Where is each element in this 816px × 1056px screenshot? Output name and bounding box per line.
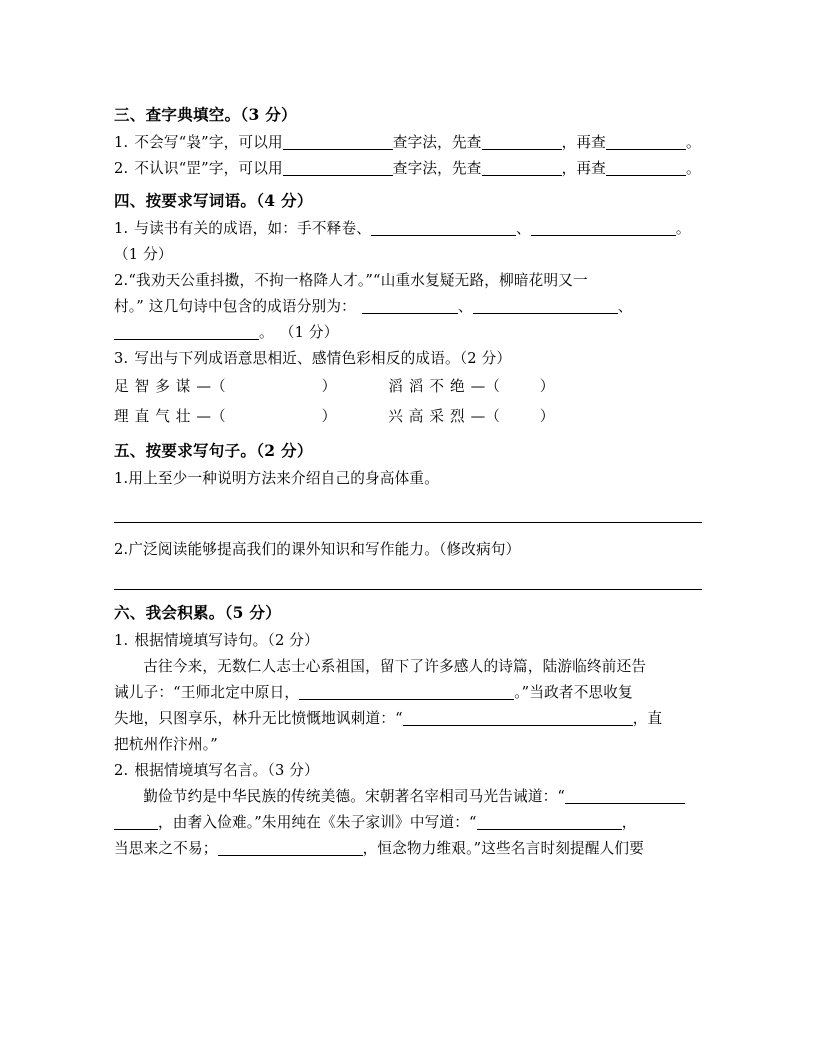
question-4-3-number: 3. — [114, 350, 129, 367]
answer-blank-3-1-c[interactable] — [606, 134, 686, 150]
question-4-1-points: （1 分） — [114, 246, 173, 263]
answer-blank-6-2-b[interactable] — [477, 814, 622, 830]
idiom-right-word-1: 滔滔不绝 — [388, 378, 471, 395]
answer-space-5-2[interactable] — [114, 563, 702, 589]
question-4-2-text-line3b: 。 — [259, 324, 274, 341]
question-5-1-text: 用上至少一种说明方法来介绍自己的身高体重。 — [128, 470, 439, 487]
answer-rule-5-2[interactable] — [114, 589, 702, 590]
question-3-2-number: 2. — [114, 160, 129, 177]
idiom-right-close-1: ） — [539, 378, 555, 395]
answer-blank-6-1-b[interactable] — [403, 710, 633, 726]
answer-blank-3-2-b[interactable] — [482, 160, 562, 176]
idiom-right-dash-2: —（ — [470, 408, 500, 425]
question-4-1-text-c: 。 — [675, 220, 691, 237]
idiom-left-close-1: ） — [321, 378, 337, 395]
idiom-left-close-2: ） — [321, 408, 337, 425]
question-3-1-text-a: 不会写“袅”字，可以用 — [134, 134, 283, 151]
question-6-1-body-line1: 古往今来，无数仁人志士心系祖国，留下了许多感人的诗篇，陆游临终前还告 — [143, 658, 647, 675]
question-6-2-text-line2a: ，由奢入俭难。”朱用纯在《朱子家训》中写道：“ — [158, 814, 477, 831]
answer-blank-4-1-b[interactable] — [531, 220, 676, 236]
idiom-row — [114, 372, 702, 402]
answer-blank-6-1-a[interactable] — [299, 684, 514, 700]
question-6-2-body-line3 — [114, 836, 702, 862]
answer-blank-4-2-a[interactable] — [362, 298, 458, 314]
question-6-2-body-line1 — [114, 784, 702, 810]
section-heading-four: 四、按要求写词语。（4 分） — [114, 191, 313, 210]
idiom-right-word-2: 兴高采烈 — [388, 408, 471, 425]
question-6-1-text-line3a: 失地，只图享乐，林升无比愤慨地讽刺道：“ — [114, 710, 403, 727]
question-6-2-text-line1a: 勤俭节约是中华民族的传统美德。宋朝著名宰相司马光告诫道：“ — [143, 788, 566, 805]
question-4-2-text-line2a: 村。” 这几句诗中包含的成语分别为： — [114, 298, 356, 315]
idiom-right-dash-1: —（ — [470, 378, 500, 395]
question-4-2-number: 2. — [114, 272, 129, 289]
idiom-left-dash-2: —（ — [196, 408, 226, 425]
question-3-1-text-c: ，再查 — [561, 134, 606, 151]
question-5-1 — [114, 466, 702, 492]
question-5-2-text: 广泛阅读能够提高我们的课外知识和写作能力。（修改病句） — [128, 541, 521, 558]
question-6-1-body-line2 — [114, 680, 702, 706]
question-6-2-text-line3a: 当思来之不易； — [114, 840, 218, 857]
answer-blank-3-2-c[interactable] — [606, 160, 686, 176]
answer-blank-4-2-c[interactable] — [114, 324, 259, 340]
question-4-1 — [114, 216, 702, 242]
question-3-2-text-a: 不认识“罡”字，可以用 — [134, 160, 283, 177]
idiom-left-word-2: 理直气壮 — [114, 408, 197, 425]
answer-blank-6-2-c[interactable] — [218, 840, 363, 856]
question-4-1-text-b: 、 — [516, 220, 531, 237]
question-6-2-text: 根据情境填写名言。（3 分） — [134, 762, 319, 779]
question-5-1-number: 1. — [114, 470, 129, 487]
idiom-left-dash-1: —（ — [196, 378, 226, 395]
question-4-1-text-a: 与读书有关的成语，如：手不释卷、 — [134, 220, 372, 237]
answer-blank-3-1-b[interactable] — [482, 134, 562, 150]
question-6-2-text-line2b: ， — [621, 814, 637, 831]
answer-blank-6-2-a-cont[interactable] — [114, 814, 158, 830]
question-6-2-text-line3b: ，恒念物力维艰。”这些名言时刻提醒人们要 — [362, 840, 645, 857]
question-3-1-text-b: 查字法，先查 — [392, 134, 482, 151]
answer-blank-6-2-a[interactable] — [565, 788, 685, 804]
answer-blank-4-1-a[interactable] — [371, 220, 516, 236]
question-5-2-number: 2. — [114, 541, 129, 558]
question-5-2 — [114, 537, 702, 563]
question-4-2-text-line2b: 、 — [457, 298, 473, 315]
idiom-row — [114, 402, 702, 432]
idiom-right-close-2: ） — [539, 408, 555, 425]
question-3-2 — [114, 156, 702, 182]
question-3-1 — [114, 130, 702, 156]
question-4-3-text: 写出与下列成语意思相近、感情色彩相反的成语。（2 分） — [134, 350, 512, 367]
answer-rule-5-1[interactable] — [114, 522, 702, 523]
question-3-1-number: 1. — [114, 134, 129, 151]
question-4-2-text-line1: “我劝天公重抖擞，不拘一格降人才。”“山重水复疑无路，柳暗花明又一 — [128, 272, 588, 289]
question-6-2-number: 2. — [114, 762, 129, 779]
exam-content — [114, 96, 702, 862]
question-3-2-text-b: 查字法，先查 — [392, 160, 482, 177]
question-4-2-line1 — [114, 268, 702, 294]
question-6-1-prompt — [114, 628, 702, 654]
question-6-1-body-line3 — [114, 706, 702, 732]
answer-blank-3-2-a[interactable] — [283, 160, 393, 176]
answer-blank-4-2-b[interactable] — [473, 298, 618, 314]
question-4-2-points: （1 分） — [279, 324, 339, 341]
question-6-1-text-line3b: ，直 — [632, 710, 663, 727]
question-6-2-prompt — [114, 758, 702, 784]
question-3-1-text-d: 。 — [685, 134, 701, 151]
idiom-left-word-1: 足智多谋 — [114, 378, 197, 395]
question-4-2-line3 — [114, 320, 702, 346]
answer-blank-3-1-a[interactable] — [283, 134, 393, 150]
question-6-1-text-line2b: 。”当政者不思收复 — [514, 684, 633, 701]
question-4-2-text-line2c: 、 — [617, 298, 633, 315]
answer-space-5-1[interactable] — [114, 492, 702, 522]
question-3-2-text-d: 。 — [685, 160, 701, 177]
section-heading-six: 六、我会积累。（5 分） — [114, 603, 282, 622]
question-4-1-number: 1. — [114, 220, 129, 237]
question-3-2-text-c: ，再查 — [561, 160, 606, 177]
question-6-1-number: 1. — [114, 632, 129, 649]
section-heading-five: 五、按要求写句子。（2 分） — [114, 441, 313, 460]
question-4-3-prompt — [114, 346, 702, 372]
question-6-1-body-line4: 把杭州作汴州。” — [114, 736, 218, 753]
question-4-2-line2 — [114, 294, 702, 320]
section-heading-three: 三、查字典填空。（3 分） — [114, 105, 297, 124]
question-6-2-body-line2 — [114, 810, 702, 836]
question-6-1-text-line2a: 诫儿子：“王师北定中原日， — [114, 684, 300, 701]
question-6-1-text: 根据情境填写诗句。（2 分） — [134, 632, 319, 649]
